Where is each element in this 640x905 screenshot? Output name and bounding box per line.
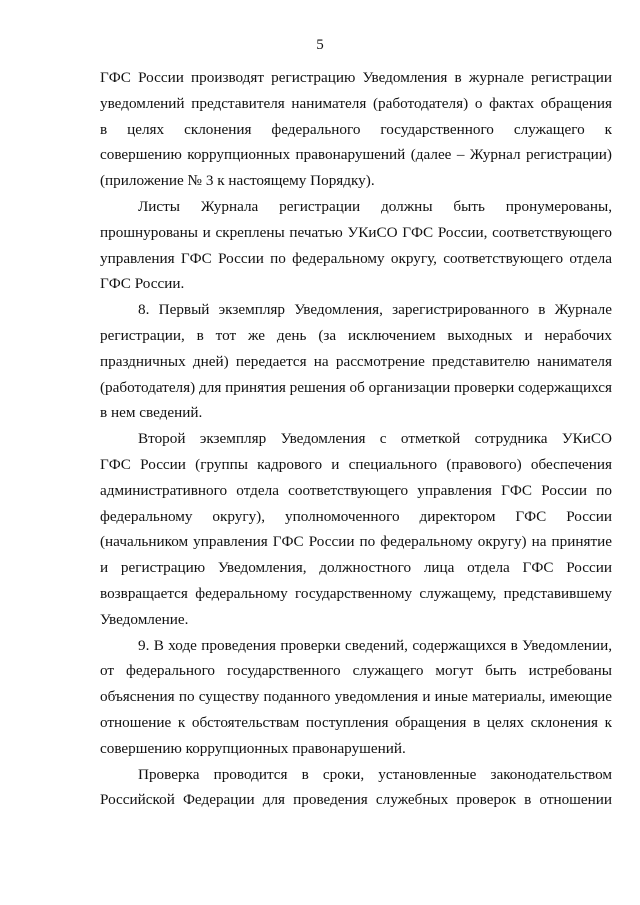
- text-line: (работодателя) для принятия решения об организации проверки содержащихся: [100, 378, 612, 396]
- paragraph-item-8: [100, 297, 612, 426]
- text-line: ГФС России производят регистрацию Уведомления в журнале регистрации: [100, 69, 612, 86]
- text-line: административного отдела соответствующего управления ГФС России по: [100, 481, 612, 499]
- text-line: от федерального государственного служащего могут быть истребованы: [100, 662, 612, 680]
- text-line: (приложение № 3 к настоящему Порядку).: [100, 172, 375, 190]
- text-line: федеральному округу), уполномоченного директором ГФС России: [100, 507, 612, 525]
- text-line: прошнурованы и скреплены печатью УКиСО ГФС России, соответствующего: [100, 223, 612, 241]
- text-line: и регистрацию Уведомления, должностного лица отдела ГФС России: [100, 559, 612, 577]
- text-line: в целях склонения федерального государственного служащего к: [100, 120, 612, 138]
- text-line: в нем сведений.: [100, 404, 203, 422]
- paragraph-second-copy: [100, 426, 612, 632]
- text-line: отношение к обстоятельствам поступления обращения в целях склонения к: [100, 713, 612, 731]
- paragraph-inspection-terms: [100, 762, 612, 814]
- text-line: Российской Федерации для проведения служебных проверок в отношении: [100, 791, 612, 809]
- text-line: Листы Журнала регистрации должны быть пронумерованы,: [138, 197, 612, 215]
- text-line: (начальником управления ГФС России по федеральному округу) на принятие: [100, 533, 612, 551]
- text-line: совершению коррупционных правонарушений.: [100, 739, 406, 757]
- text-line: объяснения по существу поданного уведомления и иные материалы, имеющие: [100, 688, 612, 706]
- text-line: Уведомление.: [100, 610, 189, 628]
- text-line: Проверка проводится в сроки, установленные законодательством: [138, 765, 612, 783]
- text-line: совершению коррупционных правонарушений (далее – Журнал регистрации): [100, 146, 612, 164]
- text-line: праздничных дней) передается на рассмотрение представителю нанимателя: [100, 352, 612, 370]
- text-line: ГФС России.: [100, 275, 185, 293]
- text-line: возвращается федеральному государственному служащему, представившему: [100, 584, 612, 602]
- page-number: 5: [316, 37, 324, 53]
- text-line: уведомлений представителя нанимателя (работодателя) о фактах обращения: [100, 94, 612, 112]
- text-line: Второй экземпляр Уведомления с отметкой сотрудника УКиСО: [138, 430, 612, 448]
- text-line: управления ГФС России по федеральному округу, соответствующего отдела: [100, 249, 612, 267]
- paragraph-registration-journal: [100, 65, 612, 194]
- paragraph-item-9: [100, 633, 612, 762]
- document-body: [100, 65, 612, 813]
- text-line: ГФС России (группы кадрового и специального (правового) обеспечения: [100, 455, 612, 473]
- text-line: регистрации, в тот же день (за исключением выходных и нерабочих: [100, 326, 612, 344]
- paragraph-journal-sheets: [100, 194, 612, 297]
- text-line: 9. В ходе проведения проверки сведений, содержащихся в Уведомлении,: [138, 636, 612, 654]
- text-line: 8. Первый экземпляр Уведомления, зарегистрированного в Журнале: [138, 301, 612, 319]
